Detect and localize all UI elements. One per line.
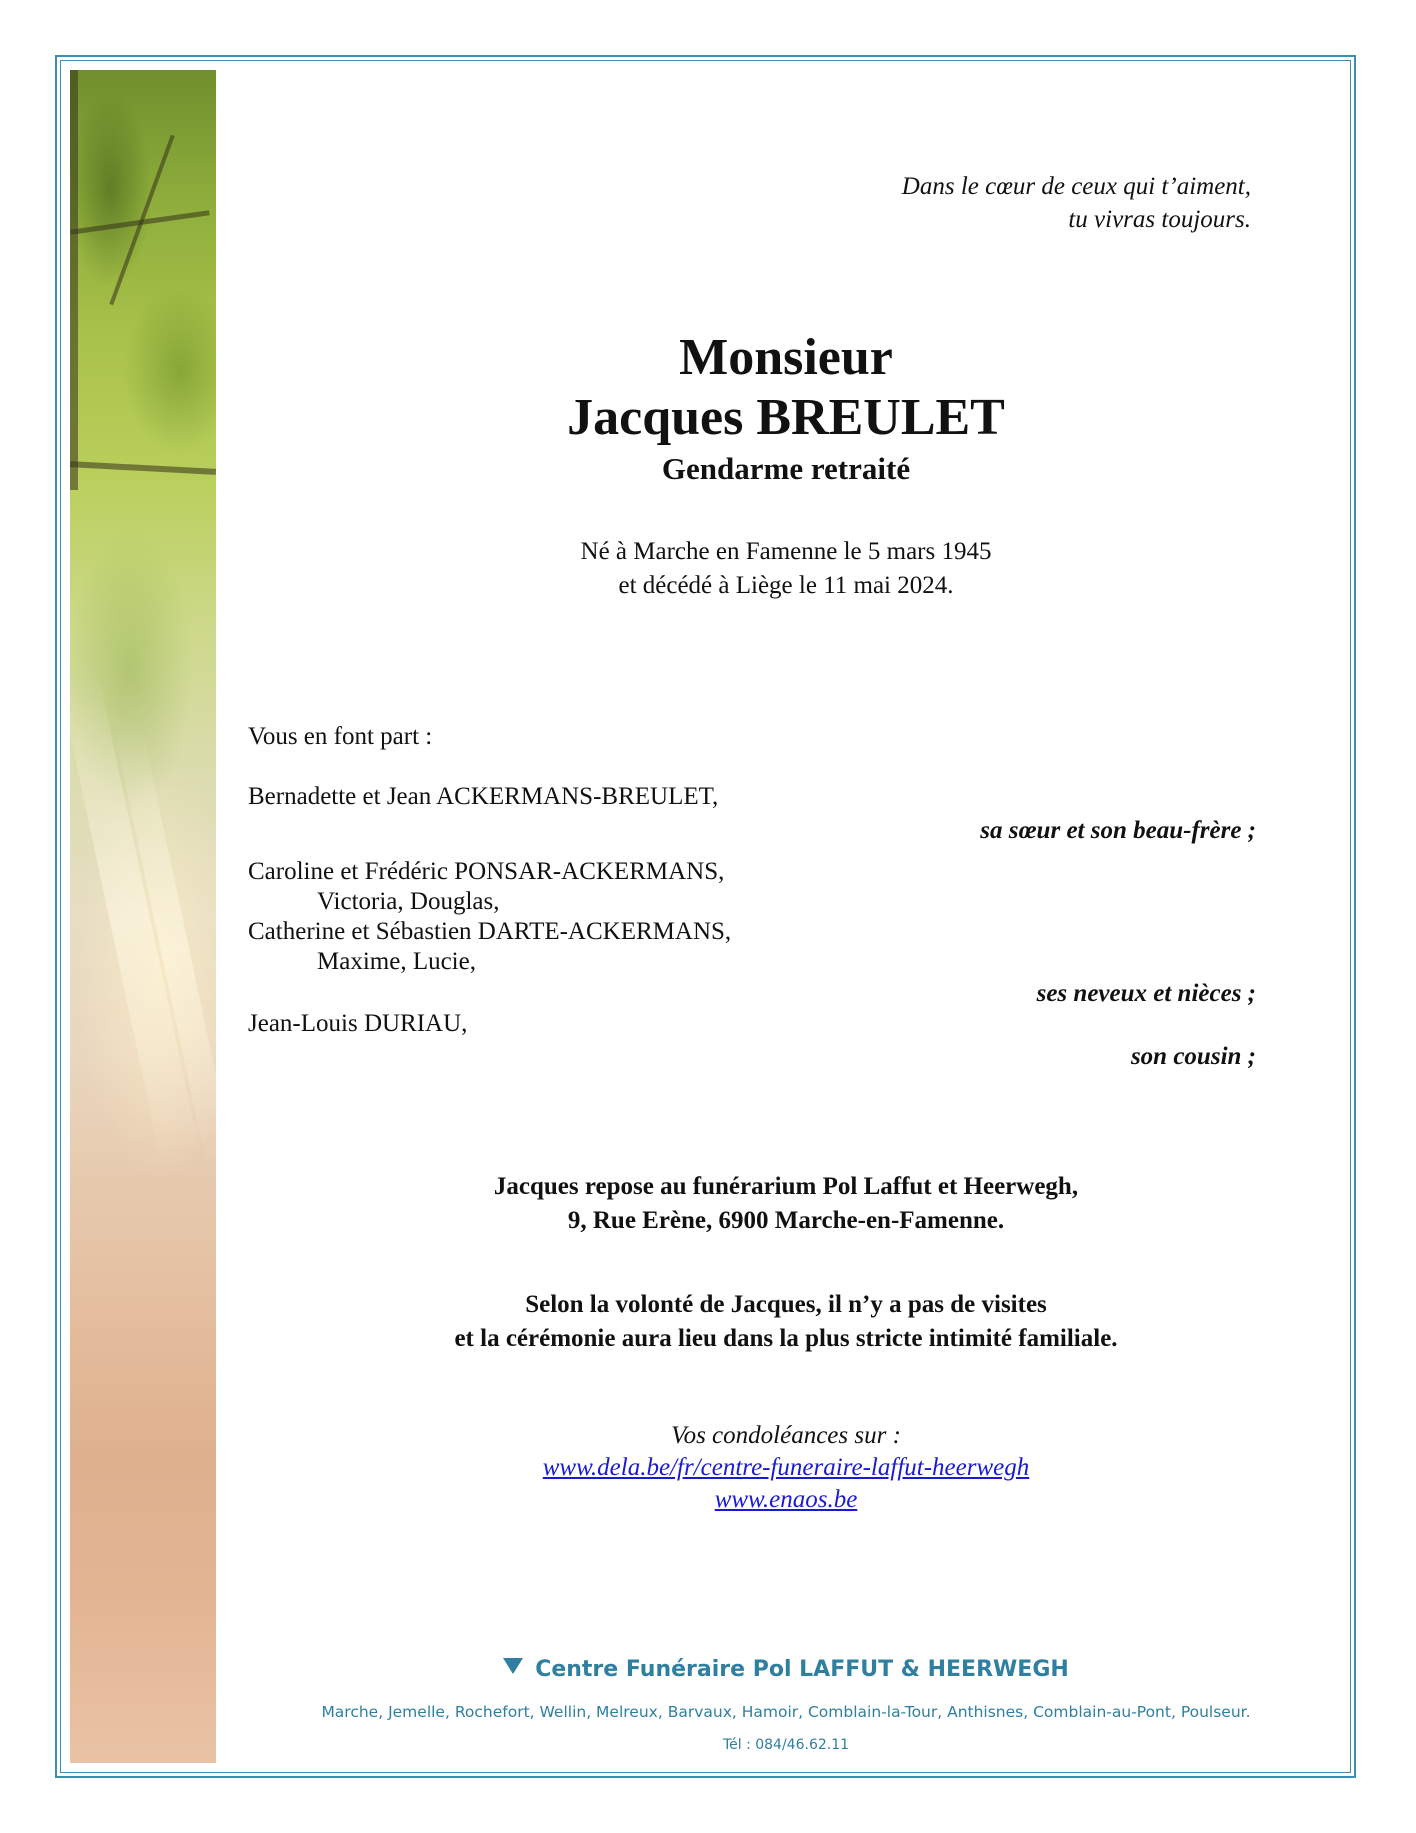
family-member: Jean-Louis DURIAU, (248, 1010, 468, 1037)
brand-name: Centre Funéraire Pol LAFFUT & HEERWEGH (535, 1657, 1069, 1682)
profession: Gendarme retraité (661, 451, 911, 486)
condolences-block (216, 1420, 1356, 1516)
birth-death-dates (216, 535, 1356, 603)
condolences-link-dela[interactable]: www.dela.be/fr/centre-funeraire-laffut-heerwegh (542, 1454, 1030, 1481)
honorific: Monsieur (679, 329, 893, 386)
condolences-label: Vos condoléances sur : (671, 1422, 901, 1449)
deceased-name: Jacques BREULET (567, 389, 1005, 446)
ceremony-line-2: et la cérémonie aura lieu dans la plus stricte intimité familiale. (454, 1325, 1118, 1352)
triangle-down-icon (503, 1658, 523, 1674)
family-member: Bernadette et Jean ACKERMANS-BREULET, (248, 783, 719, 810)
family-intro: Vous en font part : (248, 723, 433, 750)
ceremony-line-1: Selon la volonté de Jacques, il n’y a pas de visites (525, 1291, 1047, 1318)
repose-line-2: 9, Rue Erène, 6900 Marche-en-Famenne. (567, 1207, 1005, 1234)
relation-label: son cousin ; (1130, 1043, 1256, 1070)
family-member: Catherine et Sébastien DARTE-ACKERMANS, (248, 918, 732, 945)
quote-line-2: tu vivras toujours. (1068, 206, 1251, 233)
family-member: Maxime, Lucie, (317, 948, 476, 975)
forest-path-image (70, 70, 216, 1763)
quote-line-1: Dans le cœur de ceux qui t’aiment, (901, 173, 1251, 200)
family-member: Victoria, Douglas, (317, 888, 500, 915)
condolences-link-enaos[interactable]: www.enaos.be (714, 1486, 858, 1513)
funeral-home-brand (216, 1657, 1356, 1682)
relation-label: ses neveux et nièces ; (1036, 980, 1256, 1007)
locations-list: Marche, Jemelle, Rochefort, Wellin, Melreux, Barvaux, Hamoir, Comblain-la-Tour, Anthisnes, Comblain-au-Pont, Poulseur. (321, 1703, 1251, 1721)
death-line: et décédé à Liège le 11 mai 2024. (618, 572, 954, 599)
inner-border (60, 60, 1351, 1773)
deceased-heading (216, 328, 1356, 488)
repose-line-1: Jacques repose au funérarium Pol Laffut et Heerwegh, (493, 1173, 1079, 1200)
ceremony-notice (216, 1288, 1356, 1356)
family-member: Caroline et Frédéric PONSAR-ACKERMANS, (248, 858, 725, 885)
epitaph-quote (751, 170, 1251, 236)
phone-number: Tél : 084/46.62.11 (722, 1737, 850, 1753)
birth-line: Né à Marche en Famenne le 5 mars 1945 (580, 538, 992, 565)
repose-notice (216, 1170, 1356, 1238)
relation-label: sa sœur et son beau-frère ; (980, 817, 1256, 844)
